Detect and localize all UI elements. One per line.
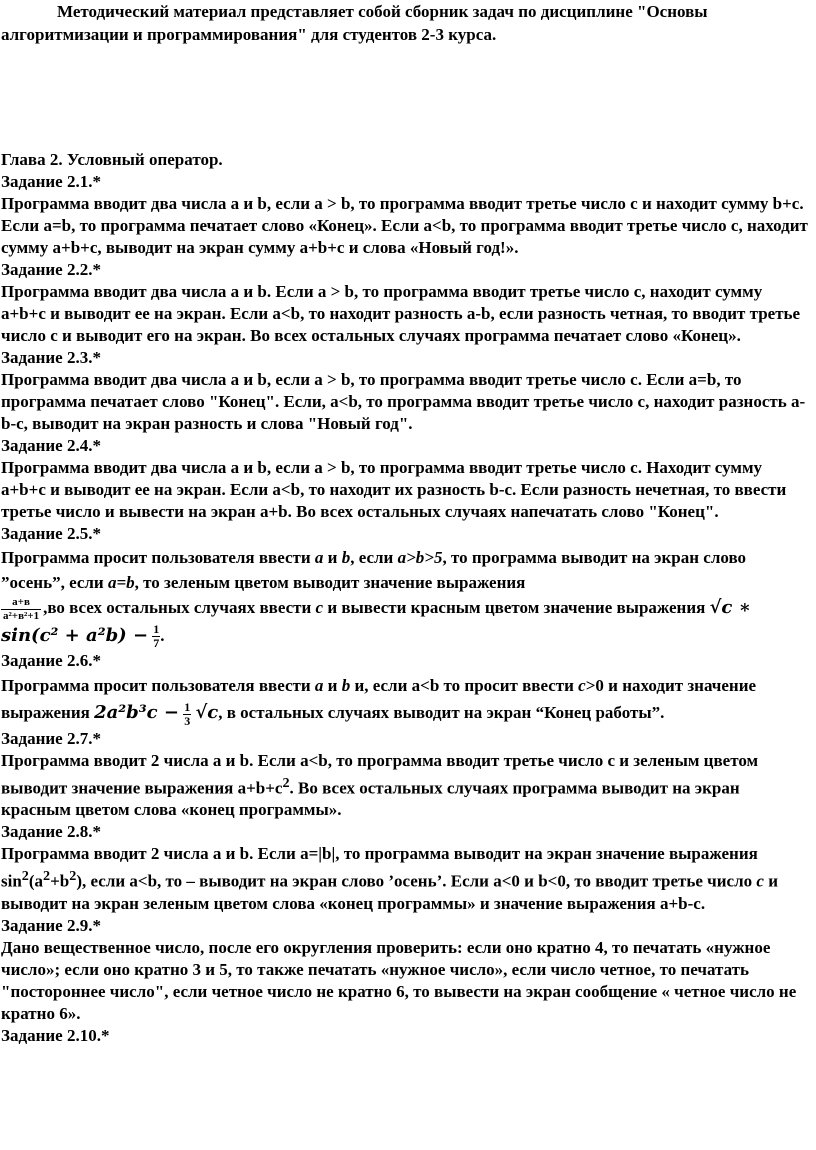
condition: a=b — [107, 573, 135, 592]
task-text — [1, 672, 810, 728]
text-fragment: , то зеленым цветом выводит значение выражения — [134, 573, 526, 592]
condition: a>b>5 — [397, 548, 443, 567]
task-text — [1, 545, 810, 650]
task-text: Дано вещественное число, после его округления проверить: если оно кратно 4, то печатать «нужное число»; если оно кратно 3 и 5, то также печатать «нужное число», если число четное, то печатать "постороннее число", если четное число не кратно 6, то вывести на экран сообщение « четное число не кратно 6». — [1, 938, 797, 1024]
text-fragment: , то программа выводит на экран слово ”осень”, если — [1, 548, 747, 592]
task-text: Программа вводит два числа a и b. Если a > b, то программа вводит третье число c, находит сумму a+b+c и выводит ее на экран. Если a<b, то находит разность a-b, если разность четная, то вводит третье число c и выводит его на экран. Во всех остальных случаях программа печатает слово «Конец». — [1, 282, 801, 345]
task-title: Задание 2.6.* — [1, 651, 101, 671]
task-title: Задание 2.5.* — [1, 524, 101, 543]
task-text — [1, 843, 810, 915]
text-fragment: Программа вводит 2 числа a и b. Если a<b, то программа вводит третье число c и зеленым цветом выводит значение выражения a+b+c — [1, 750, 759, 798]
fraction — [1, 596, 41, 623]
text-fragment: Программа просит пользователя ввести — [1, 676, 311, 696]
variable: b — [341, 676, 351, 696]
text-fragment: и выводит на экран зеленым цветом слова «конец программы» и значение выражения a+b-c. — [1, 872, 778, 914]
superscript: 2 — [69, 868, 77, 885]
variable: c — [315, 598, 324, 617]
text-fragment: (a — [28, 872, 44, 892]
task-title: Задание 2.2.* — [1, 260, 101, 279]
task-title: Задание 2.10.* — [1, 1026, 110, 1046]
task-title: Задание 2.4.* — [1, 436, 101, 455]
task-title: Задание 2.8.* — [1, 822, 101, 842]
fraction-denominator: 7 — [153, 636, 160, 651]
text-fragment: >0 и находит значение выражения — [1, 676, 757, 723]
math-formula: √c ∗ sin(c² + a²b) − — [1, 597, 752, 646]
chapter-heading: Глава 2. Условный оператор. — [1, 150, 223, 169]
text-fragment: , в остальных случаях выводит на экран “Конец работы”. — [218, 703, 665, 723]
task-text — [1, 750, 810, 822]
text-fragment: ,во всех остальных случаях ввести — [43, 598, 312, 617]
text-fragment: Программа просит пользователя ввести — [1, 548, 311, 567]
text-fragment: +b — [50, 872, 70, 892]
fraction — [183, 701, 191, 728]
variable: c — [756, 872, 764, 892]
task-text: Программа вводит два числа a и b, если a > b, то программа вводит третье число c и находит сумму b+c. Если a=b, то программа печатает слово «Конец». Если a<b, то программа вводит третье число c, находит сумму a+b+c, выводит на экран сумму a+b+c и слова «Новый год!». — [1, 194, 808, 257]
variable: c — [578, 676, 586, 696]
fraction-numerator: a+в — [1, 596, 41, 610]
task-title: Задание 2.7.* — [1, 728, 101, 748]
text-fragment: и — [327, 548, 338, 567]
variable: b — [341, 548, 351, 567]
task-title: Задание 2.1.* — [1, 172, 101, 191]
task-text: Программа вводит два числа a и b, если a > b, то программа вводит третье число с. Находит сумму a+b+c и выводит ее на экран. Если a<b, то находит их разность b-c. Если разность нечетная, то ввести третье число и вывести на экран a+b. Во всех остальных случаях напечатать слово "Конец". — [1, 458, 787, 521]
task-title: Задание 2.9.* — [1, 916, 101, 936]
text-fragment: . Во всех остальных случаях программа выводит на экран красным цветом слова «конец программы». — [1, 778, 740, 820]
text-fragment: и вывести красным цветом значение выражения — [327, 598, 706, 617]
superscript: 2 — [282, 774, 290, 791]
fraction-denominator: 3 — [184, 713, 191, 728]
text-fragment: , если — [350, 548, 394, 567]
task-title: Задание 2.3.* — [1, 348, 101, 367]
text-fragment: ), если a<b, то – выводит на экран слово ’осень’. Если a<0 и b<0, то вводит третье число — [76, 872, 753, 892]
fraction-numerator: 1 — [184, 699, 191, 714]
fraction-denominator: a²+в²+1 — [3, 609, 40, 622]
intro-paragraph: Методический материал представляет собой сборник задач по дисциплине "Основы алгоритмизации и программирования" для студентов 2-3 курса. — [1, 2, 708, 44]
text-fragment: . — [160, 625, 165, 645]
math-formula: √c — [195, 702, 219, 724]
variable: a — [314, 676, 324, 696]
text-fragment: и — [327, 676, 338, 696]
task-text: Программа вводит два числа a и b, если a > b, то программа вводит третье число c. Если a=b, то программа печатает слово "Конец". Если, a<b, то программа вводит третье число c, находит разность a-b-c, выводит на экран разность и слова "Новый год". — [1, 370, 806, 433]
text-fragment: и, если a<b то просит ввести — [350, 676, 574, 696]
math-formula: 2a²b³c − — [94, 702, 179, 724]
superscript: 2 — [43, 868, 51, 885]
superscript: 2 — [21, 868, 29, 885]
fraction-numerator: 1 — [153, 622, 160, 637]
text-fragment: Программа вводит 2 числа a и b. Если a=|b|, то программа выводит на экран значение выражения sin — [1, 844, 758, 892]
variable: a — [314, 548, 324, 567]
